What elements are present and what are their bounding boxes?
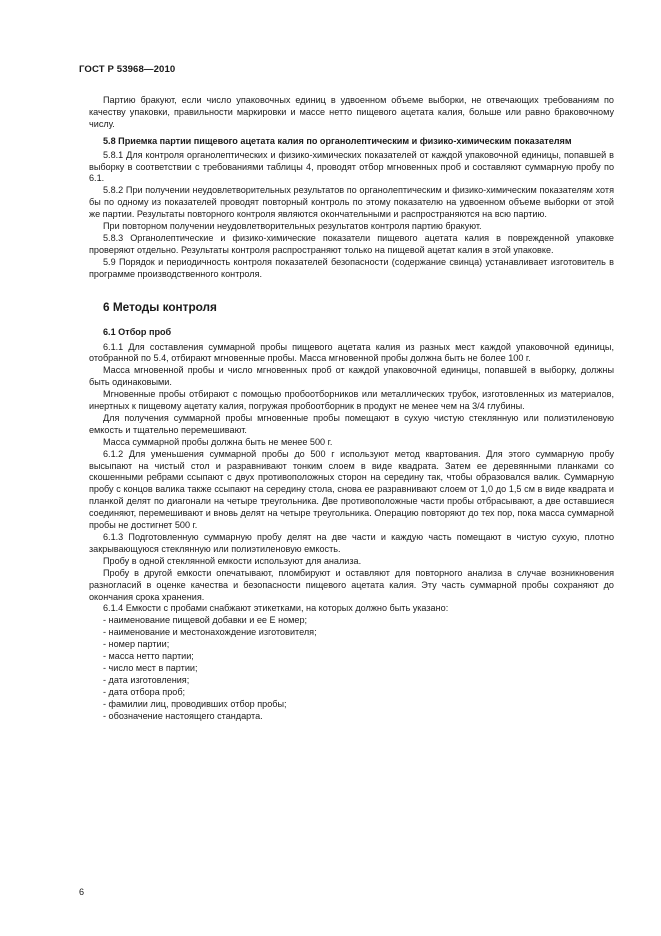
section-6-1-heading: 6.1 Отбор проб: [103, 326, 172, 337]
paragraph: Партию бракуют, если число упаковочных единиц в удвоенном объеме выборки, не отвечающих требованиям по качеству упаковки, правильности маркировки и массе нетто пищевого ацетата калия, больше или равно браковочному числу.: [89, 95, 614, 129]
list-item: - номер партии;: [103, 639, 170, 650]
paragraph: Для получения суммарной пробы мгновенные пробы помещают в сухую чистую стеклянную или полиэтиленовую емкость и тщательно перемешивают.: [89, 412, 614, 435]
page-number: 6: [79, 887, 85, 897]
list-item: - дата изготовления;: [103, 674, 190, 685]
list-item: - число мест в партии;: [103, 662, 198, 673]
list-item: - дата отбора проб;: [103, 686, 186, 697]
standard-designation: ГОСТ Р 53968—2010: [79, 64, 176, 75]
paragraph: Масса суммарной пробы должна быть не менее 500 г.: [103, 436, 333, 447]
list-item: - наименование пищевой добавки и ее Е номер;: [103, 615, 308, 626]
paragraph: Пробу в одной стеклянной емкости используют для анализа.: [103, 555, 362, 566]
paragraph: 6.1.2 Для уменьшения суммарной пробы до 500 г используют метод квартования. Для этого суммарную пробу высыпают на чистый стол и разравнивают тонким слоем в виде квадрата. Затем ее деревянными планками со скошенными ребрами ссыпают с двух противоположных сторон на середину так, чтобы образовался валик. Суммарную пробу с концов валика также ссыпают на середину стола, снова ее разравнивают слоем от 1,0 до 1,5 см в виде квадрата и планкой делят по диагонали на четыре треугольника. Две противоположные части пробы отбрасывают, а две оставшиеся соединяют, перемешивают и вновь делят на четыре треугольника. Операцию повторяют до тех пор, пока масса суммарной пробы не достигнет 500 г.: [89, 448, 614, 531]
list-item: - наименование и местонахождение изготовителя;: [103, 627, 317, 638]
section-6-heading: 6 Методы контроля: [103, 299, 217, 314]
paragraph: При повторном получении неудовлетворительных результатов контроля партию бракуют.: [103, 221, 482, 232]
section-5-8-heading: 5.8 Приемка партии пищевого ацетата калия по органолептическим и физико-химическим показателям: [103, 135, 572, 146]
paragraph: 6.1.1 Для составления суммарной пробы пищевого ацетата калия из разных мест каждой упаковочной единицы, отобранной по 5.4, отбирают мгновенные пробы. Масса мгновенной пробы должна быть не более 100 г.: [89, 341, 614, 364]
paragraph: Пробу в другой емкости опечатывают, пломбируют и оставляют для повторного анализа в случае возникновения разногласий в оценке качества и безопасности пищевого ацетата калия. Эту часть суммарной пробы сохраняют до окончания срока хранения.: [89, 567, 614, 602]
list-item: - масса нетто партии;: [103, 651, 194, 662]
list-item: - фамилии лиц, проводивших отбор пробы;: [103, 698, 287, 709]
page-content: [89, 95, 614, 723]
paragraph: Мгновенные пробы отбирают с помощью пробоотборников или металлических трубок, изготовленных из материалов, инертных к пищевому ацетату калия, погружая пробоотборник в продукт не менее чем на 3/4 глубины.: [89, 389, 614, 412]
label-requirements-list: [89, 615, 614, 722]
paragraph: 5.8.1 Для контроля органолептических и физико-химических показателей от каждой упаковочной единицы, попавшей в выборку в соответствии с требованиями таблицы 4, проводят отбор мгновенных проб и составляют суммарную пробу по 6.1.: [89, 149, 614, 184]
paragraph: 5.8.3 Органолептические и физико-химические показатели пищевого ацетата калия в поврежденной упаковке проверяют отдельно. Результаты контроля распространяют только на пищевой ацетат калия в этой упаковке.: [89, 232, 614, 255]
list-item: - обозначение настоящего стандарта.: [103, 710, 263, 721]
paragraph: 6.1.4 Емкости с пробами снабжают этикетками, на которых должно быть указано:: [103, 603, 449, 614]
paragraph: 5.8.2 При получении неудовлетворительных результатов по органолептическим и физико-химическим показателям хотя бы по одному из показателей проводят повторный контроль по этому показателю на удвоенном объеме выборки от этой же партии. Результаты повторного контроля являются окончательными и распространяются на всю партию.: [89, 185, 614, 220]
paragraph: Масса мгновенной пробы и число мгновенных проб от каждой упаковочной единицы, попавшей в выборку, должны быть одинаковыми.: [89, 365, 614, 388]
paragraph: 5.9 Порядок и периодичность контроля показателей безопасности (содержание свинца) устанавливает изготовитель в программе производственного контроля.: [89, 256, 614, 279]
paragraph: 6.1.3 Подготовленную суммарную пробу делят на две части и каждую часть помещают в чистую сухую, плотно закрывающуюся стеклянную или полиэтиленовую емкость.: [89, 532, 614, 554]
